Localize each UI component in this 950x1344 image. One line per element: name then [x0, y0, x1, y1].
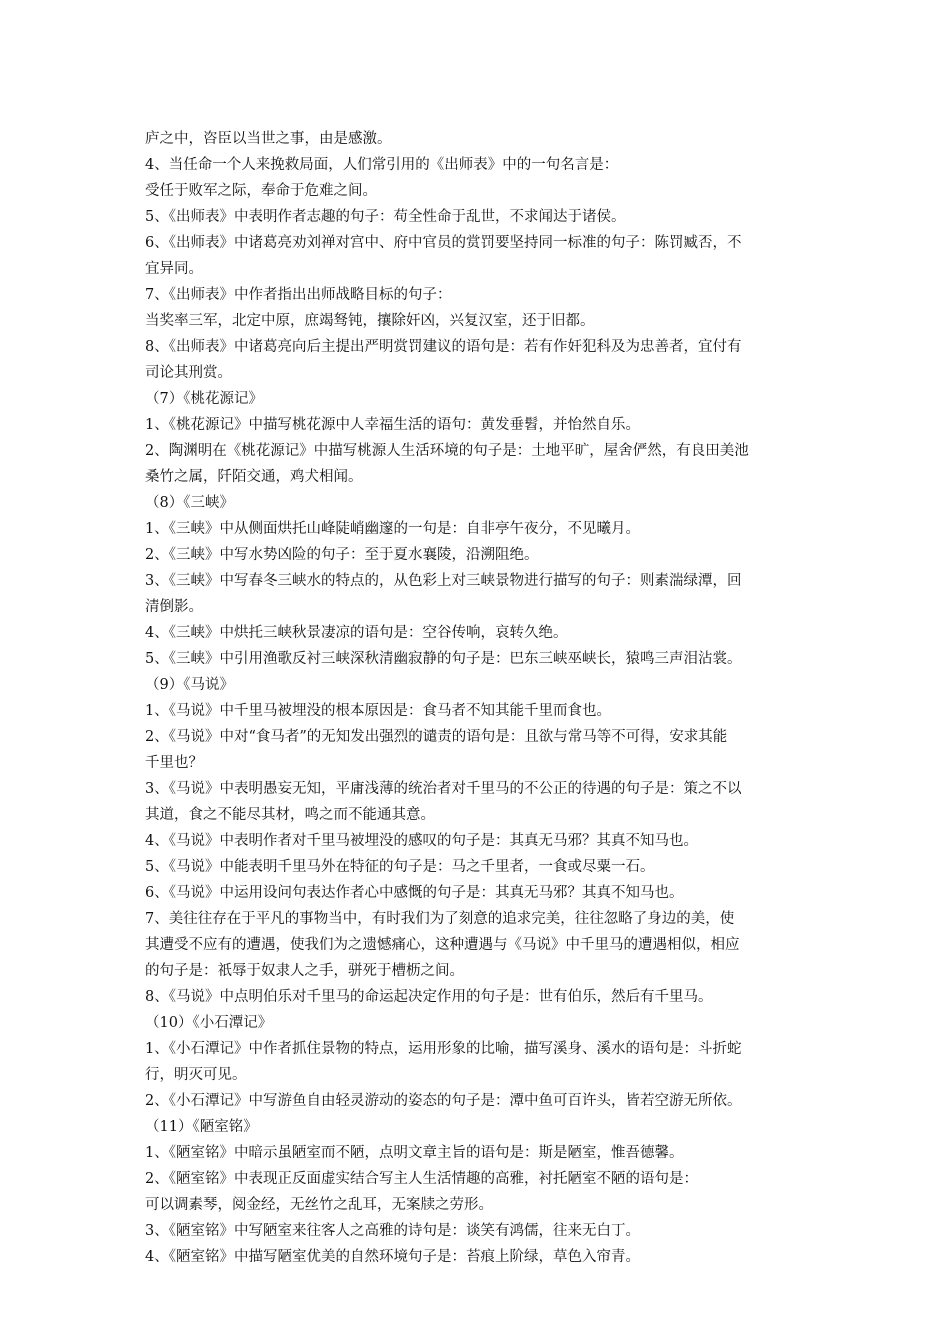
text-line: 3、《陋室铭》中写陋室来往客人之高雅的诗句是：谈笑有鸿儒，往来无白丁。	[145, 1223, 640, 1239]
text-line: 桑竹之属，阡陌交通，鸡犬相闻。	[145, 469, 363, 485]
text-line: 1、《陋室铭》中暗示虽陋室而不陋，点明文章主旨的语句是：斯是陋室，惟吾德馨。	[145, 1145, 684, 1161]
text-line: 5、《马说》中能表明千里马外在特征的句子是：马之千里者，一食或尽粟一石。	[145, 859, 655, 875]
text-line: 4、《马说》中表明作者对千里马被埋没的感叹的句子是：其真无马邪？其真不知马也。	[145, 833, 698, 849]
text-line: 行，明灭可见。	[145, 1067, 247, 1083]
text-line: 受任于败军之际，奉命于危难之间。	[145, 183, 377, 199]
text-line: 7、美往往存在于平凡的事物当中，有时我们为了刻意的追求完美，往往忽略了身边的美，使	[145, 911, 735, 927]
text-line: 6、《出师表》中诸葛亮劝刘禅对宫中、府中官员的赏罚要坚持同一标准的句子：陈罚臧否，不	[145, 235, 742, 251]
text-line: 其道，食之不能尽其材，鸣之而不能通其意。	[145, 807, 435, 823]
text-line: 2、《小石潭记》中写游鱼自由轻灵游动的姿态的句子是：潭中鱼可百许头，皆若空游无所依。	[145, 1093, 742, 1109]
text-line: 4、《三峡》中烘托三峡秋景凄凉的语句是：空谷传响，哀转久绝。	[145, 625, 568, 641]
text-line: 5、《三峡》中引用渔歌反衬三峡深秋清幽寂静的句子是：巴东三峡巫峡长，猿鸣三声泪沾裳。	[145, 651, 742, 667]
text-line: 2、陶渊明在《桃花源记》中描写桃源人生活环境的句子是：土地平旷，屋舍俨然，有良田美池	[145, 443, 749, 459]
text-line: 1、《三峡》中从侧面烘托山峰陡峭幽邃的一句是：自非亭午夜分，不见曦月。	[145, 521, 640, 537]
text-line: （9）《马说》	[145, 677, 234, 693]
text-line: 4、《陋室铭》中描写陋室优美的自然环境句子是：苔痕上阶绿，草色入帘青。	[145, 1249, 640, 1265]
text-line: 4、当任命一个人来挽救局面，人们常引用的《出师表》中的一句名言是：	[145, 157, 619, 173]
text-line: 1、《马说》中千里马被埋没的根本原因是：食马者不知其能千里而食也。	[145, 703, 611, 719]
text-line: 8、《出师表》中诸葛亮向后主提出严明赏罚建议的语句是：若有作奸犯科及为忠善者，宜付有	[145, 339, 742, 355]
text-line: 2、《三峡》中写水势凶险的句子：至于夏水襄陵，沿溯阻绝。	[145, 547, 539, 563]
text-line: 庐之中，咨臣以当世之事，由是感激。	[145, 131, 392, 147]
text-line: 其遭受不应有的遭遇，使我们为之遗憾痛心，这种遭遇与《马说》中千里马的遭遇相似，相应	[145, 937, 740, 953]
text-line: 3、《马说》中表明愚妄无知，平庸浅薄的统治者对千里马的不公正的待遇的句子是：策之不以	[145, 781, 742, 797]
text-line: （8）《三峡》	[145, 495, 234, 511]
text-line: 3、《三峡》中写春冬三峡水的特点的，从色彩上对三峡景物进行描写的句子：则素湍绿潭，回	[145, 573, 742, 589]
text-line: 司论其刑赏。	[145, 365, 232, 381]
text-line: 千里也？	[145, 755, 203, 771]
text-line: 1、《小石潭记》中作者抓住景物的特点，运用形象的比喻，描写溪身、溪水的语句是：斗折蛇	[145, 1041, 742, 1057]
text-line: 2、《陋室铭》中表现正反面虚实结合写主人生活情趣的高雅，衬托陋室不陋的语句是：	[145, 1171, 698, 1187]
text-line: 2、《马说》中对“食马者”的无知发出强烈的谴责的语句是：且欲与常马等不可得，安求其能	[145, 729, 728, 745]
text-line: 的句子是：祇辱于奴隶人之手，骈死于槽枥之间。	[145, 963, 464, 979]
text-line: 1、《桃花源记》中描写桃花源中人幸福生活的语句：黄发垂髫，并怡然自乐。	[145, 417, 640, 433]
text-line: （7）《桃花源记》	[145, 391, 263, 407]
text-line: 宜异同。	[145, 261, 203, 277]
text-line: （10）《小石潭记》	[145, 1015, 273, 1031]
text-line: 当奖率三军，北定中原，庶竭驽钝，攘除奸凶，兴复汉室，还于旧都。	[145, 313, 595, 329]
text-line: 可以调素琴，阅金经，无丝竹之乱耳，无案牍之劳形。	[145, 1197, 493, 1213]
text-line: 5、《出师表》中表明作者志趣的句子：苟全性命于乱世，不求闻达于诸侯。	[145, 209, 626, 225]
text-line: 6、《马说》中运用设问句表达作者心中感慨的句子是：其真无马邪？其真不知马也。	[145, 885, 684, 901]
text-line: 7、《出师表》中作者指出出师战略目标的句子：	[145, 287, 452, 303]
text-line: （11）《陋室铭》	[145, 1119, 258, 1135]
text-line: 8、《马说》中点明伯乐对千里马的命运起决定作用的句子是：世有伯乐，然后有千里马。	[145, 989, 713, 1005]
document-page	[145, 126, 810, 1270]
text-line: 清倒影。	[145, 599, 203, 615]
